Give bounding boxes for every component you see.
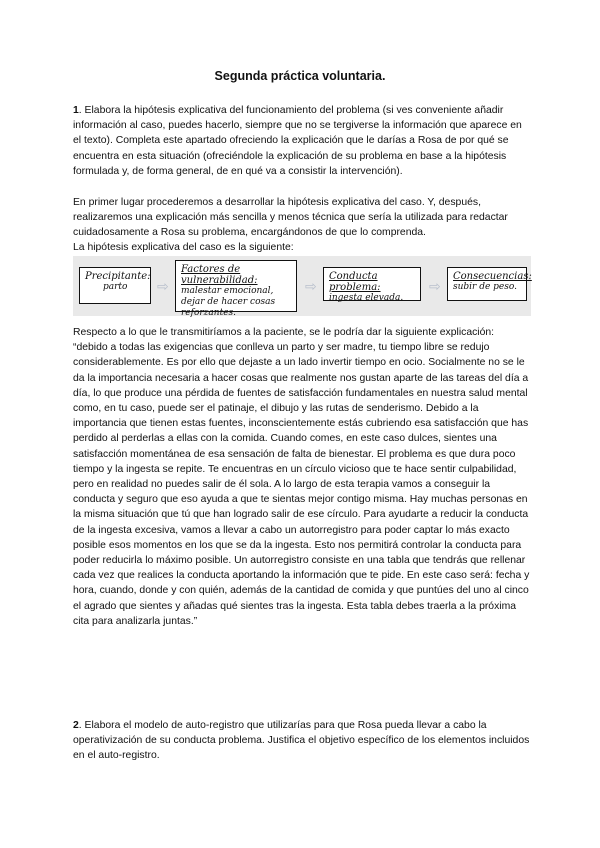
question-1-text: . Elabora la hipótesis explicativa del funcionamiento del problema (si ves conveniente añadir información al caso, puedes hacerlo, siempre que no se tergiverse la información que aparece en el texto). Completa este apartado ofreciendo la explicación que le darías a Rosa de por qué se encuentra en esta situación (ofreciéndole la explicación de su problema en base a la hipótesis formulada y, de forma general, de en qué va a consistir la intervención). xyxy=(73,105,522,177)
box-heading: Factores de vulnerabilidad: xyxy=(181,264,258,286)
hypothesis-label: La hipótesis explicativa del caso es la siguiente: xyxy=(73,242,294,253)
box-body: parto xyxy=(103,282,128,292)
box-heading: Precipitante: xyxy=(85,271,151,282)
box-body: malestar emocional, dejar de hacer cosas reforzantes. xyxy=(181,286,276,318)
question-2 xyxy=(73,718,531,764)
question-1 xyxy=(73,103,531,179)
arrow-icon: ⇨ xyxy=(305,278,317,294)
question-2-number: 2 xyxy=(73,720,79,731)
diagram-box-consecuencias xyxy=(447,267,532,301)
page-title: Segunda práctica voluntaria. xyxy=(214,69,386,83)
diagram-box-conducta xyxy=(323,267,421,301)
diagram-box-precipitante xyxy=(79,267,151,304)
question-1-number: 1 xyxy=(73,105,79,116)
box-body: ingesta elevada. xyxy=(329,293,404,303)
hypothesis-diagram xyxy=(73,256,531,316)
box-body: subir de peso. xyxy=(453,282,517,292)
arrow-icon: ⇨ xyxy=(157,278,169,294)
explanation-paragraph: Respecto a lo que le transmitiríamos a la paciente, se le podría dar la siguiente explicación: “debido a todas las exigencias que conlleva un parto y ser madre, tu tiempo libre se redujo considerablemente. Es por ello que dejaste a un lado invertir tiempo en ocio. Socialmente no se le da la importancia necesaria a hacer cosas que realmente nos gustan aparte de las tareas del día a día, lo que produce una pérdida de fuentes de satisfacción fundamentales en nuestra salud mental como, en tu caso, puede ser el patinaje, el dibujo y las rutas de senderismo. Debido a la importancia que tienen estas fuentes, inconscientemente estás cubriendo esa satisfacción que has perdido al perderlas a ellas con la comida. Cuando comes, en este caso dulces, sientes una satisfacción momentánea de esa sensación de falta de bienestar. El problema es que dura poco tiempo y la ingesta se repite. Te encuentras en un círculo vicioso que te hace sentir culpabilidad, pero en realidad no puedes salir de él sola. A lo largo de esta terapia vamos a conseguir la conducta y seguro que eso ayuda a que te sientas mejor contigo misma. Hay muchas personas en la misma situación que tú que han logrado salir de ese círculo. Para ayudarte a reducir la conducta de la ingesta excesiva, vamos a llevar a cabo un autorregistro para poder captar lo más exacto posible esos momentos en los que se da la ingesta. Esto nos permitirá controlar la conducta para poder reducirla lo máximo posible. Un autorregistro consiste en una tabla que tendrás que rellenar cada vez que realices la conducta aportando la información que te pide. En este caso será: fecha y hora, cuando, donde y con quién, además de la cantidad de comida y que puntúes del uno al cinco el agrado que sientes y añadas qué sientes tras la ingesta. Esta tabla debes traerla a la próxima cita para analizarla juntas.” xyxy=(73,327,530,627)
box-heading: Consecuencias: xyxy=(453,271,532,282)
box-heading: Conducta problema: xyxy=(329,271,381,293)
intro-paragraph: En primer lugar procederemos a desarrollar la hipótesis explicativa del caso. Y, después, realizaremos una explicación más sencilla y menos técnica que sería la utilizada para redactar cuidadosamente a Rosa su problema, encargándonos de que lo comprenda. xyxy=(73,197,508,239)
question-2-text: . Elabora el modelo de auto-registro que utilizarías para que Rosa pueda llevar a cabo la operativización de su conducta problema. Justifica el objetivo específico de los elementos incluidos en el auto-registro. xyxy=(73,720,530,762)
arrow-icon: ⇨ xyxy=(429,278,441,294)
diagram-box-vulnerabilidad xyxy=(175,260,297,318)
